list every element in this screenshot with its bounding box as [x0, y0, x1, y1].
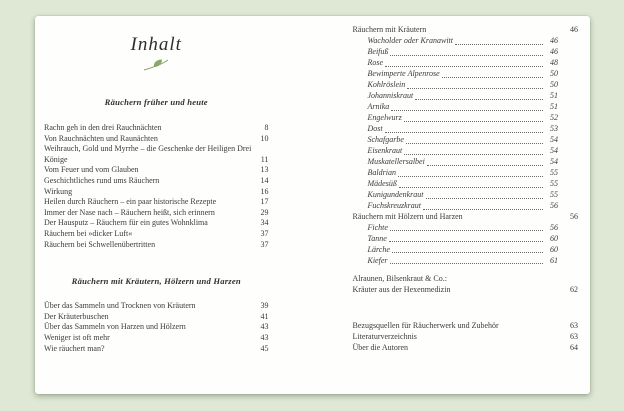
toc-entry-page: 29: [260, 207, 269, 217]
toc-spread: [35, 16, 590, 394]
toc-entry-page: 56: [570, 211, 578, 221]
dot-leader: [399, 179, 543, 188]
toc-entry-page: 55: [550, 179, 558, 188]
toc-entry: [44, 134, 269, 145]
toc-entry: [44, 208, 269, 219]
toc-subentry: [368, 124, 559, 135]
toc-entry-page: 56: [550, 222, 558, 232]
dot-leader: [423, 201, 543, 210]
toc-entry-page: 51: [550, 91, 558, 100]
toc-entry-page: 55: [550, 190, 558, 199]
dot-leader: [390, 47, 543, 56]
toc-entry: [44, 176, 269, 187]
toc-entry: [44, 218, 269, 229]
toc-entry: [44, 229, 269, 240]
toc-subentry: [368, 36, 559, 47]
toc-entry-label: Heilen durch Räuchern – ein paar historische Rezepte: [44, 197, 217, 207]
dot-leader: [404, 146, 543, 155]
toc-section-entry: [353, 212, 579, 223]
toc-entry-label: Mädesüß: [367, 179, 397, 188]
toc-entry-page: 10: [260, 133, 269, 143]
toc-entry-page: 46: [550, 47, 558, 56]
toc-entry-label: Räuchern bei »dicker Luft«: [44, 228, 133, 238]
toc-section-1: [44, 123, 269, 250]
dot-leader: [392, 244, 543, 253]
toc-entry-page: 37: [260, 239, 269, 249]
toc-entry-page: 46: [550, 36, 558, 45]
toc-entry-page: 39: [260, 301, 269, 311]
dot-leader: [427, 157, 543, 166]
spacer: [353, 295, 579, 321]
toc-entry-label: Weniger ist oft mehr: [44, 332, 110, 342]
toc-entry-label: Kiefer: [367, 255, 388, 265]
toc-entry-label: Räuchern mit Kräutern: [352, 25, 427, 34]
toc-entry-page: 50: [550, 69, 558, 78]
toc-entry-page: 62: [570, 284, 578, 294]
toc-subentry: [368, 201, 559, 212]
toc-entry-label: Der Hausputz – Räuchern für ein gutes Wohnklima: [44, 218, 208, 228]
dot-leader: [455, 36, 543, 45]
toc-entry-page: 63: [570, 331, 578, 341]
toc-footer-list: [353, 321, 579, 353]
toc-entry-page: 37: [260, 228, 269, 238]
toc-entry-label: Räuchern bei Schwellenübertritten: [44, 239, 156, 249]
toc-entry-page: 43: [260, 322, 269, 332]
toc-entry-label: Wirkung: [44, 186, 73, 196]
toc-entry-label: Über das Sammeln von Harzen und Hölzern: [44, 322, 186, 332]
toc-entry-page: 41: [260, 311, 269, 321]
toc-entry-label: Kunigundenkraut: [367, 190, 424, 199]
toc-subentry: [368, 255, 559, 266]
toc-subentry: [368, 135, 559, 146]
toc-entry-label: Vom Feuer und vom Glauben: [44, 165, 139, 175]
toc-subentry: [368, 190, 559, 201]
spacer: [353, 266, 579, 274]
toc-right-page: [313, 16, 591, 394]
toc-entry-page: 55: [550, 168, 558, 177]
toc-sublist-hoelzer-harzen: [353, 222, 579, 266]
toc-entry-label: Beifuß: [367, 47, 389, 56]
toc-entry-label: Räuchern mit Hölzern und Harzen: [352, 211, 463, 221]
dot-leader: [390, 222, 543, 231]
page-title: Inhalt: [130, 34, 182, 55]
toc-section-entry: [353, 25, 579, 36]
toc-subentry: [368, 233, 559, 244]
toc-subentry: [368, 222, 559, 233]
toc-entry-page: 11: [260, 154, 269, 164]
toc-entry-label: Immer der Nase nach – Räuchern heißt, sich erinnern: [44, 207, 215, 217]
toc-entry-label: Rachn geh in den drei Rauchnächten: [44, 123, 162, 132]
dot-leader: [407, 80, 543, 89]
toc-subentry: [368, 244, 559, 255]
toc-subentry: [368, 113, 559, 124]
toc-entry-label: Literaturverzeichnis: [352, 331, 417, 341]
toc-entry-page: 52: [550, 113, 558, 122]
toc-entry: [44, 333, 269, 344]
dot-leader: [415, 91, 543, 100]
toc-entry-page: 60: [550, 244, 558, 254]
dot-leader: [406, 135, 543, 144]
toc-subentry: [368, 179, 559, 190]
toc-subentry: [368, 69, 559, 80]
toc-entry-label: Tanne: [367, 233, 387, 243]
toc-entry-label: Lärche: [367, 244, 390, 254]
toc-entry-page: 46: [570, 25, 578, 34]
dot-leader: [426, 190, 544, 199]
toc-section-entry: [353, 332, 579, 343]
toc-entry-page: 48: [550, 58, 558, 67]
toc-subentry: [368, 47, 559, 58]
toc-entry: [44, 165, 269, 176]
toc-entry-label: Geschichtliches rund ums Räuchern: [44, 175, 160, 185]
toc-entry-label: Dost: [367, 124, 383, 133]
toc-entry: [44, 123, 269, 134]
toc-entry: [44, 344, 269, 355]
toc-entry: [44, 240, 269, 251]
toc-entry-page: 61: [550, 255, 558, 265]
toc-entry-label: Weihrauch, Gold und Myrrhe – die Geschenke der Heiligen Drei Könige: [44, 144, 252, 164]
toc-subentry: [368, 157, 559, 168]
toc-section-entry: [353, 274, 579, 285]
toc-entry-label: Der Kräuterbuschen: [44, 311, 109, 321]
toc-entry-label: Engelwurz: [367, 113, 402, 122]
toc-subentry: [368, 80, 559, 91]
toc-entry-page: 16: [260, 186, 269, 196]
dot-leader: [404, 113, 543, 122]
toc-entry-page: 56: [550, 201, 558, 210]
dot-leader: [390, 255, 544, 264]
toc-entry-page: 50: [550, 80, 558, 89]
toc-entry-page: 8: [264, 123, 269, 132]
dot-leader: [398, 168, 543, 177]
toc-entry-page: 54: [550, 146, 558, 155]
toc-entry-label: Bewimperte Alpenrose: [367, 69, 440, 78]
toc-entry-page: 51: [550, 102, 558, 111]
dot-leader: [385, 58, 543, 67]
toc-entry-label: Alraunen, Bilsenkraut & Co.:: [352, 274, 447, 284]
toc-entry-label: Von Rauchnächten und Raunächten: [44, 133, 158, 143]
toc-section-entry: [353, 285, 579, 296]
toc-entry-page: 53: [550, 124, 558, 133]
toc-entry-label: Fichte: [367, 222, 388, 232]
toc-entry-label: Über die Autoren: [352, 342, 409, 352]
toc-entry-page: 17: [260, 197, 269, 207]
toc-entry-label: Muskatellersalbei: [367, 157, 425, 166]
toc-entry: [44, 322, 269, 333]
toc-entry-page: 64: [570, 342, 578, 352]
toc-sublist-kraeuter: [353, 36, 579, 212]
toc-entry-page: 45: [260, 343, 269, 353]
toc-section-2: [44, 301, 269, 354]
toc-entry: [44, 312, 269, 323]
toc-entry-page: 60: [550, 233, 558, 243]
toc-section-entry: [353, 321, 579, 332]
toc-entry-page: 34: [260, 218, 269, 228]
toc-entry: [44, 144, 269, 165]
toc-entry-page: 14: [260, 175, 269, 185]
toc-entry-label: Rose: [367, 58, 384, 67]
toc-entry-label: Johanniskraut: [367, 91, 414, 100]
toc-left-page: [35, 16, 313, 394]
section-heading-kraeuter-hoelzer-harzen: Räuchern mit Kräutern, Hölzern und Harzen: [71, 276, 241, 287]
section-heading-frueher-und-heute: Räuchern früher und heute: [104, 97, 208, 107]
toc-entry-label: Wie räuchert man?: [44, 343, 105, 353]
toc-subentry: [368, 146, 559, 157]
toc-entry-page: 63: [570, 321, 578, 331]
toc-entry-label: Eisenkraut: [367, 146, 403, 155]
toc-entry: [44, 187, 269, 198]
toc-entry-label: Arnika: [367, 102, 390, 111]
toc-entry-page: 43: [260, 332, 269, 342]
toc-subentry: [368, 91, 559, 102]
dot-leader: [389, 233, 543, 242]
dot-leader: [391, 102, 543, 111]
toc-subentry: [368, 102, 559, 113]
dot-leader: [385, 124, 543, 133]
toc-section-entry: [353, 343, 579, 354]
leaf-ornament-icon: [44, 58, 269, 73]
toc-entry-label: Kohlröslein: [367, 80, 406, 89]
toc-entry-label: Über das Sammeln und Trocknen von Kräutern: [44, 301, 196, 311]
toc-entry: [44, 197, 269, 208]
toc-entry-label: Bezugsquellen für Räucherwerk und Zubehör: [352, 321, 499, 331]
toc-entry-label: Wacholder oder Kranawitt: [367, 36, 453, 45]
toc-entry-page: 54: [550, 157, 558, 166]
toc-entry-page: 13: [260, 165, 269, 175]
toc-entry-label: Baldrian: [367, 168, 396, 177]
toc-entry: [44, 301, 269, 312]
toc-entry-label: Fuchskreuzkraut: [367, 201, 421, 210]
toc-entry-label: Kräuter aus der Hexenmedizin: [352, 284, 451, 294]
dot-leader: [442, 69, 543, 78]
toc-subentry: [368, 58, 559, 69]
toc-subentry: [368, 168, 559, 179]
toc-entry-page: 54: [550, 135, 558, 144]
toc-entry-label: Schafgarbe: [367, 135, 404, 144]
